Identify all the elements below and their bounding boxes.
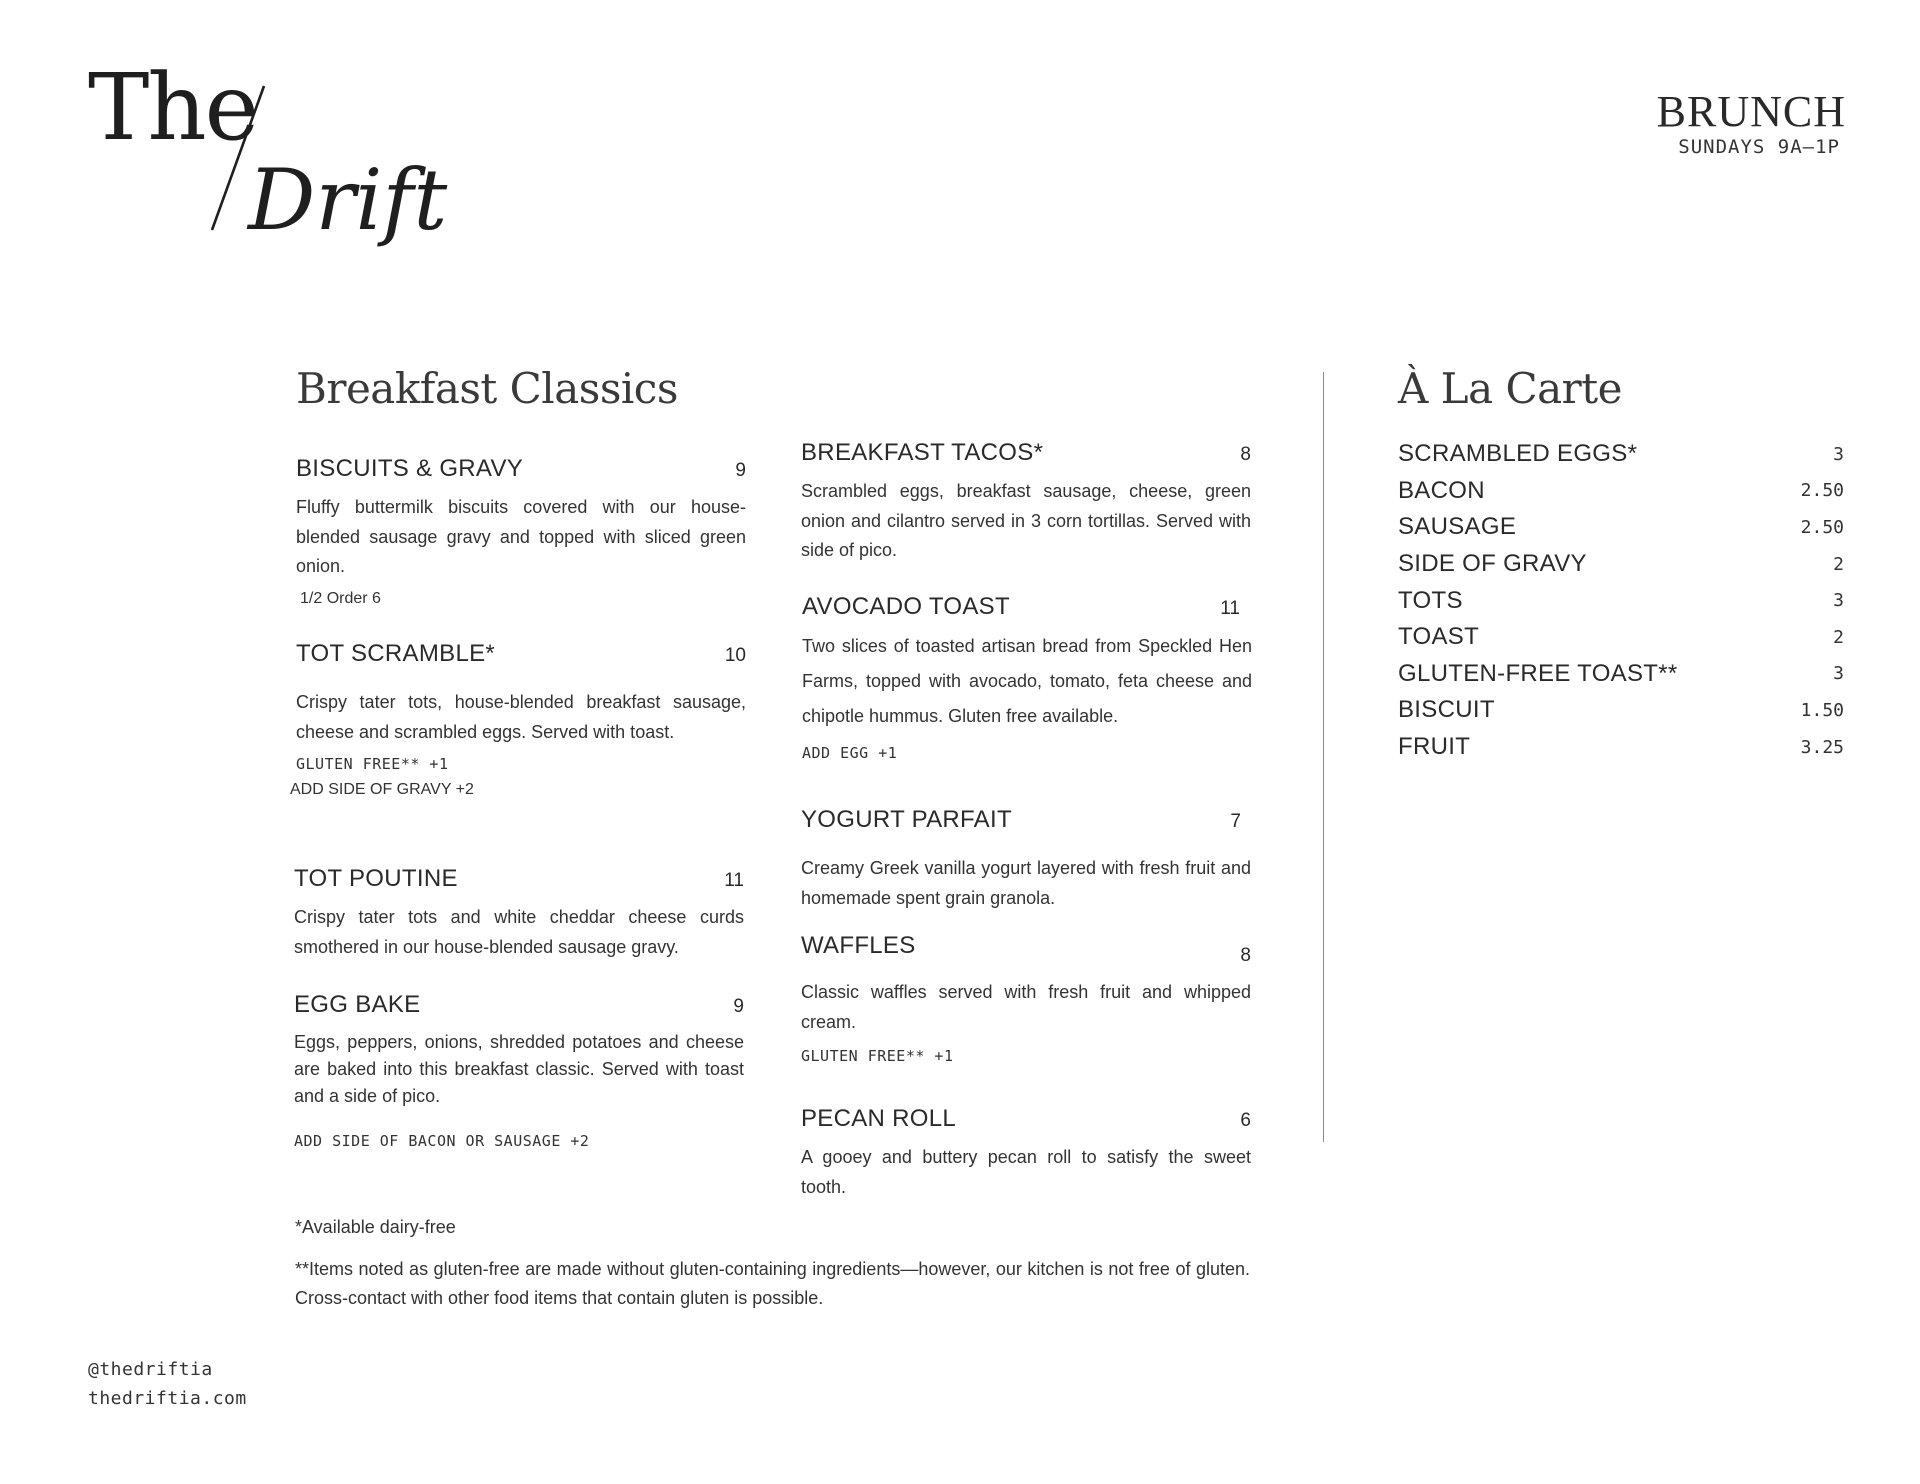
menu-item-breakfast-tacos — [801, 439, 1251, 566]
carte-item — [1398, 692, 1844, 729]
item-description: Crispy tater tots and white cheddar cheese curds smothered in our house-blended sausage gravy. — [294, 907, 744, 957]
item-addon-gluten-free: GLUTEN FREE** +1 — [296, 755, 449, 773]
carte-item-name: SAUSAGE — [1398, 513, 1517, 541]
carte-item-name: SCRAMBLED EGGS* — [1398, 440, 1638, 468]
carte-item-price: 3.25 — [1800, 736, 1844, 758]
meal-title: BRUNCH — [1656, 87, 1846, 136]
item-name: AVOCADO TOAST — [802, 593, 1010, 620]
carte-item-name: TOTS — [1398, 586, 1463, 614]
item-description: Fluffy buttermilk biscuits covered with our house-blended sausage gravy and topped with sliced green onion. — [296, 497, 746, 576]
item-name: WAFFLES — [801, 932, 916, 959]
logo-word-the: The — [88, 54, 258, 161]
carte-item-name: BISCUIT — [1398, 696, 1495, 724]
social-handle-link[interactable]: @thedriftia — [88, 1359, 213, 1380]
menu-item-pecan-roll — [801, 1105, 1251, 1202]
carte-item — [1398, 473, 1844, 510]
a-la-carte-list — [1398, 436, 1844, 765]
carte-item-name: FRUIT — [1398, 733, 1471, 761]
item-addon-gluten-free: GLUTEN FREE** +1 — [801, 1047, 954, 1065]
carte-item-price: 3 — [1833, 663, 1844, 685]
carte-item-price: 2 — [1833, 626, 1844, 648]
carte-item-price: 3 — [1833, 443, 1844, 465]
item-description: Creamy Greek vanilla yogurt layered with fresh fruit and homemade spent grain granola. — [801, 858, 1251, 908]
item-description: Scrambled eggs, breakfast sausage, cheese, green onion and cilantro served in 3 corn tortillas. Served with side of pico. — [801, 481, 1251, 560]
item-name: EGG BAKE — [294, 991, 421, 1018]
item-price: 8 — [1240, 945, 1251, 966]
carte-item-price: 2 — [1833, 553, 1844, 575]
item-price: 7 — [1230, 811, 1241, 832]
item-name: PECAN ROLL — [801, 1105, 957, 1132]
carte-item-price: 2.50 — [1800, 480, 1844, 502]
carte-item — [1398, 656, 1844, 693]
item-price: 6 — [1240, 1110, 1251, 1131]
item-price: 10 — [724, 645, 746, 666]
website-link[interactable]: thedriftia.com — [88, 1388, 247, 1409]
item-description: Eggs, peppers, onions, shredded potatoes and cheese are baked into this breakfast classic. Served with toast and a side of pico. — [294, 1032, 744, 1106]
item-addon: ADD EGG +1 — [802, 744, 898, 762]
item-price: 8 — [1240, 444, 1251, 465]
carte-item — [1398, 546, 1844, 583]
item-name: TOT SCRAMBLE* — [296, 640, 496, 667]
item-name: BISCUITS & GRAVY — [296, 455, 524, 482]
menu-item-egg-bake — [294, 991, 744, 1150]
carte-item — [1398, 619, 1844, 656]
social-links — [88, 1355, 247, 1413]
item-name: YOGURT PARFAIT — [801, 806, 1012, 833]
section-title-breakfast-classics: Breakfast Classics — [296, 364, 678, 413]
logo-word-drift: Drift — [248, 151, 448, 249]
carte-item-name: GLUTEN-FREE TOAST** — [1398, 659, 1678, 687]
carte-item — [1398, 509, 1844, 546]
carte-item-price: 2.50 — [1800, 516, 1844, 538]
meal-hours: SUNDAYS 9A–1P — [1678, 136, 1840, 158]
section-title-a-la-carte: À La Carte — [1398, 364, 1622, 413]
menu-item-yogurt-parfait — [801, 806, 1251, 913]
carte-item — [1398, 582, 1844, 619]
item-description: A gooey and buttery pecan roll to satisfy the sweet tooth. — [801, 1147, 1251, 1197]
item-half-order: 1/2 Order 6 — [300, 589, 381, 607]
carte-item-price: 1.50 — [1800, 699, 1844, 721]
item-addon: ADD SIDE OF BACON OR SAUSAGE +2 — [294, 1132, 590, 1150]
menu-item-biscuits-gravy — [296, 455, 746, 608]
carte-item-name: BACON — [1398, 476, 1485, 504]
item-addon-gravy: ADD SIDE OF GRAVY +2 — [290, 781, 474, 798]
logo — [0, 0, 520, 300]
column-divider — [1323, 372, 1324, 1142]
menu-item-tot-poutine — [294, 865, 744, 962]
footnote-dairy-free: *Available dairy-free — [295, 1217, 456, 1237]
carte-item-name: SIDE OF GRAVY — [1398, 550, 1587, 578]
item-description: Classic waffles served with fresh fruit and whipped cream. — [801, 982, 1251, 1032]
item-description: Two slices of toasted artisan bread from Speckled Hen Farms, topped with avocado, tomato, feta cheese and chipotle hummus. Gluten free available. — [802, 636, 1252, 726]
item-name: TOT POUTINE — [294, 865, 458, 892]
carte-item — [1398, 729, 1844, 766]
item-price: 11 — [724, 870, 744, 891]
item-description: Crispy tater tots, house-blended breakfast sausage, cheese and scrambled eggs. Served with toast. — [296, 692, 746, 742]
carte-item-price: 3 — [1833, 590, 1844, 612]
carte-item — [1398, 436, 1844, 473]
item-price: 9 — [733, 996, 744, 1017]
footnote-gluten-free: **Items noted as gluten-free are made without gluten-containing ingredients—however, our kitchen is not free of gluten. Cross-contact with other food items that contain gluten is possible. — [295, 1259, 1250, 1308]
menu-item-waffles — [801, 932, 1251, 1065]
item-price: 9 — [735, 460, 746, 481]
item-price: 11 — [1220, 598, 1240, 619]
menu-item-tot-scramble — [290, 640, 746, 799]
carte-item-name: TOAST — [1398, 623, 1480, 651]
item-name: BREAKFAST TACOS* — [801, 439, 1044, 466]
menu-item-avocado-toast — [802, 593, 1252, 762]
